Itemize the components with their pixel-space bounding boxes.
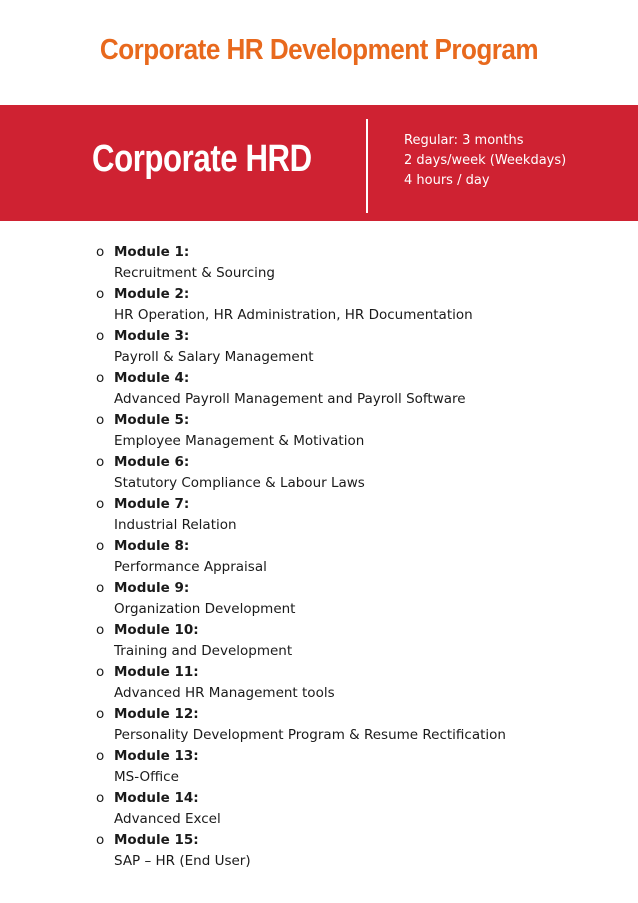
course-banner (0, 105, 638, 221)
bullet-icon: o (96, 496, 105, 512)
module-list (96, 242, 506, 872)
module-item (96, 410, 506, 452)
module-label: Module 12: (114, 706, 199, 722)
schedule-hours: 4 hours / day (404, 173, 490, 188)
module-label: Module 9: (114, 580, 190, 596)
module-label: Module 2: (114, 286, 190, 302)
bullet-icon: o (96, 538, 105, 554)
module-label: Module 8: (114, 538, 190, 554)
module-topic: Industrial Relation (114, 517, 237, 533)
bullet-icon: o (96, 580, 105, 596)
module-item (96, 788, 506, 830)
module-topic: Statutory Compliance & Labour Laws (114, 475, 365, 491)
schedule-duration: Regular: 3 months (404, 133, 524, 148)
module-label: Module 4: (114, 370, 190, 386)
module-topic: Payroll & Salary Management (114, 349, 314, 365)
module-topic: Recruitment & Sourcing (114, 265, 276, 281)
module-label: Module 13: (114, 748, 199, 764)
module-topic: SAP – HR (End User) (114, 853, 251, 869)
bullet-icon: o (96, 370, 105, 386)
module-item (96, 536, 506, 578)
module-topic: MS-Office (114, 769, 179, 785)
module-topic: Personality Development Program & Resume Rectification (114, 727, 506, 743)
module-label: Module 11: (114, 664, 199, 680)
module-label: Module 5: (114, 412, 190, 428)
page-title: Corporate HR Development Program (99, 34, 539, 66)
module-label: Module 14: (114, 790, 199, 806)
module-topic: Organization Development (114, 601, 296, 617)
schedule-details (404, 131, 566, 191)
module-topic: Employee Management & Motivation (114, 433, 365, 449)
module-topic: Advanced HR Management tools (114, 685, 335, 701)
module-item (96, 368, 506, 410)
module-label: Module 7: (114, 496, 190, 512)
bullet-icon: o (96, 286, 105, 302)
module-item (96, 620, 506, 662)
module-item (96, 830, 506, 872)
module-item (96, 494, 506, 536)
bullet-icon: o (96, 244, 105, 260)
banner-title: Corporate HRD (92, 138, 312, 180)
module-item (96, 242, 506, 284)
bullet-icon: o (96, 706, 105, 722)
module-item (96, 326, 506, 368)
module-label: Module 3: (114, 328, 190, 344)
bullet-icon: o (96, 622, 105, 638)
module-label: Module 10: (114, 622, 199, 638)
bullet-icon: o (96, 748, 105, 764)
module-label: Module 15: (114, 832, 199, 848)
schedule-frequency: 2 days/week (Weekdays) (404, 153, 567, 168)
module-item (96, 578, 506, 620)
bullet-icon: o (96, 832, 105, 848)
module-item (96, 284, 506, 326)
module-item (96, 452, 506, 494)
bullet-icon: o (96, 412, 105, 428)
module-item (96, 746, 506, 788)
module-topic: Training and Development (114, 643, 293, 659)
module-topic: Advanced Excel (114, 811, 221, 827)
module-topic: Advanced Payroll Management and Payroll Software (114, 391, 466, 407)
module-item (96, 704, 506, 746)
bullet-icon: o (96, 790, 105, 806)
banner-divider (366, 119, 368, 213)
bullet-icon: o (96, 454, 105, 470)
bullet-icon: o (96, 328, 105, 344)
module-label: Module 6: (114, 454, 190, 470)
module-label: Module 1: (114, 244, 190, 260)
bullet-icon: o (96, 664, 105, 680)
module-item (96, 662, 506, 704)
module-topic: HR Operation, HR Administration, HR Documentation (114, 307, 473, 323)
module-topic: Performance Appraisal (114, 559, 267, 575)
